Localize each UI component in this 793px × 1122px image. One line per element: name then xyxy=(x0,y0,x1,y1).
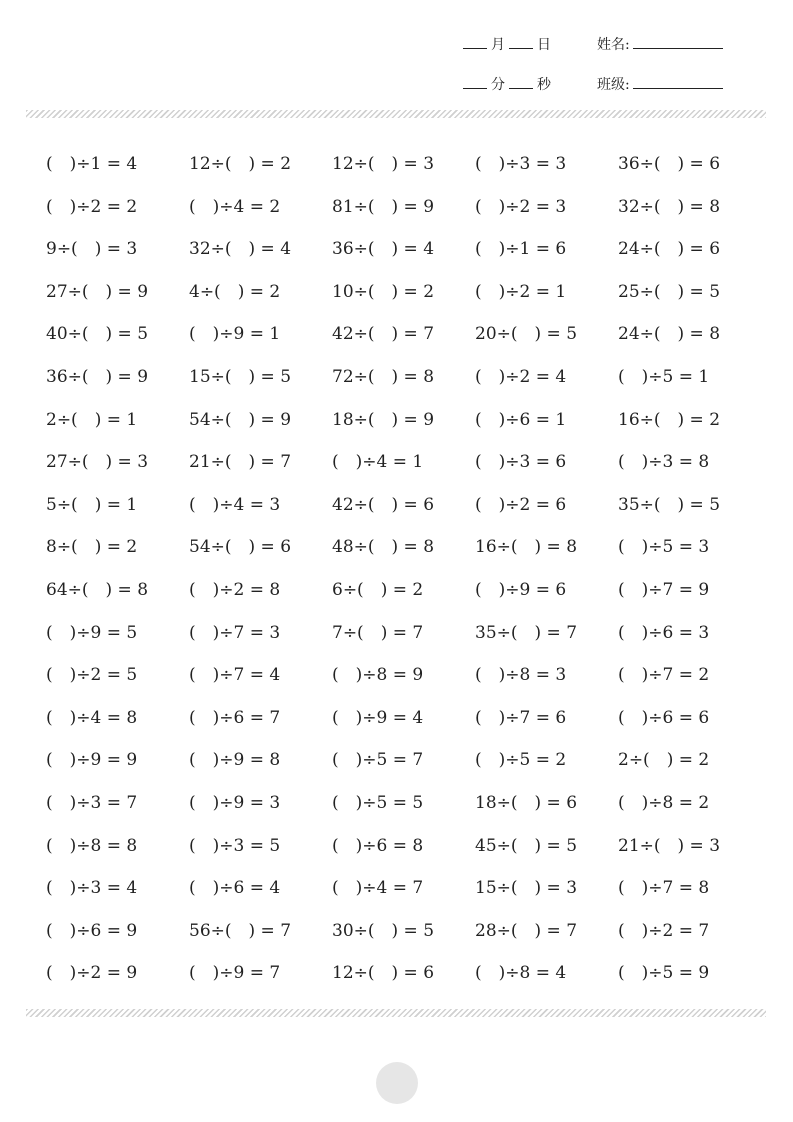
division-problem: ( )÷9 = 1 xyxy=(189,324,281,345)
problem-row xyxy=(46,195,766,238)
division-problem: ( )÷6 = 9 xyxy=(46,920,138,941)
division-problem: ( )÷3 = 6 xyxy=(475,452,567,473)
division-problem: 10÷( ) = 2 xyxy=(332,281,435,302)
division-problem: 81÷( ) = 9 xyxy=(332,196,435,217)
division-problem: ( )÷7 = 8 xyxy=(618,878,710,899)
problem-row xyxy=(46,961,766,1004)
division-problem: 54÷( ) = 9 xyxy=(189,409,292,430)
division-problem: ( )÷6 = 3 xyxy=(618,622,710,643)
problem-row xyxy=(46,919,766,962)
day-blank[interactable] xyxy=(509,48,533,49)
division-problem: 42÷( ) = 6 xyxy=(332,494,435,515)
division-problem: 15÷( ) = 3 xyxy=(475,878,578,899)
division-problem: 36÷( ) = 4 xyxy=(332,239,435,260)
division-problem: 64÷( ) = 8 xyxy=(46,579,149,600)
time-class-row xyxy=(463,70,723,94)
division-problem: ( )÷1 = 6 xyxy=(475,239,567,260)
division-problem: ( )÷9 = 5 xyxy=(46,622,138,643)
division-problem: 54÷( ) = 6 xyxy=(189,537,292,558)
division-problem: 21÷( ) = 7 xyxy=(189,452,292,473)
division-problem: ( )÷8 = 9 xyxy=(332,665,424,686)
division-problem: ( )÷4 = 8 xyxy=(46,707,138,728)
division-problem: 48÷( ) = 8 xyxy=(332,537,435,558)
division-problem: 24÷( ) = 8 xyxy=(618,324,721,345)
division-problem: 36÷( ) = 9 xyxy=(46,366,149,387)
division-problem: 32÷( ) = 4 xyxy=(189,239,292,260)
division-problem: ( )÷9 = 7 xyxy=(189,963,281,984)
name-blank[interactable] xyxy=(633,48,723,49)
worksheet-header xyxy=(0,0,793,110)
bottom-hatched-divider xyxy=(26,1009,766,1017)
problem-row xyxy=(46,663,766,706)
division-problem: 12÷( ) = 6 xyxy=(332,963,435,984)
division-problem: ( )÷5 = 7 xyxy=(332,750,424,771)
division-problem: 20÷( ) = 5 xyxy=(475,324,578,345)
division-problem: 45÷( ) = 5 xyxy=(475,835,578,856)
division-problem: 6÷( ) = 2 xyxy=(332,579,424,600)
division-problem: ( )÷5 = 2 xyxy=(475,750,567,771)
division-problem: ( )÷2 = 5 xyxy=(46,665,138,686)
problem-row xyxy=(46,834,766,877)
division-problem: ( )÷6 = 6 xyxy=(618,707,710,728)
division-problem: ( )÷3 = 8 xyxy=(618,452,710,473)
name-label: 姓名: xyxy=(597,37,630,53)
division-problem: ( )÷2 = 4 xyxy=(475,366,567,387)
problem-row xyxy=(46,621,766,664)
division-problem: 28÷( ) = 7 xyxy=(475,920,578,941)
minute-label: 分 xyxy=(491,77,505,93)
division-problem: ( )÷7 = 4 xyxy=(189,665,281,686)
division-problem: 27÷( ) = 3 xyxy=(46,452,149,473)
division-problem: ( )÷7 = 3 xyxy=(189,622,281,643)
problem-row xyxy=(46,365,766,408)
division-problem: ( )÷6 = 7 xyxy=(189,707,281,728)
class-label: 班级: xyxy=(597,77,630,93)
division-problem: ( )÷7 = 9 xyxy=(618,579,710,600)
problem-row xyxy=(46,706,766,749)
problem-row xyxy=(46,748,766,791)
division-problem: ( )÷5 = 9 xyxy=(618,963,710,984)
problem-row xyxy=(46,237,766,280)
division-problem: ( )÷3 = 7 xyxy=(46,792,138,813)
division-problem: ( )÷9 = 4 xyxy=(332,707,424,728)
division-problem: ( )÷6 = 8 xyxy=(332,835,424,856)
month-blank[interactable] xyxy=(463,48,487,49)
division-problem: 18÷( ) = 9 xyxy=(332,409,435,430)
division-problem: ( )÷9 = 6 xyxy=(475,579,567,600)
division-problem: 35÷( ) = 7 xyxy=(475,622,578,643)
division-problem: ( )÷9 = 9 xyxy=(46,750,138,771)
problem-row xyxy=(46,450,766,493)
division-problem: ( )÷8 = 8 xyxy=(46,835,138,856)
division-problem: ( )÷2 = 2 xyxy=(46,196,138,217)
month-label: 月 xyxy=(491,37,505,53)
problem-row xyxy=(46,876,766,919)
division-problem: 8÷( ) = 2 xyxy=(46,537,138,558)
division-problem: ( )÷8 = 3 xyxy=(475,665,567,686)
problem-row xyxy=(46,535,766,578)
class-blank[interactable] xyxy=(633,88,723,89)
problem-row xyxy=(46,791,766,834)
division-problem: 56÷( ) = 7 xyxy=(189,920,292,941)
division-problem: 21÷( ) = 3 xyxy=(618,835,721,856)
division-problem: ( )÷7 = 6 xyxy=(475,707,567,728)
division-problem: ( )÷9 = 8 xyxy=(189,750,281,771)
division-problem: ( )÷5 = 3 xyxy=(618,537,710,558)
division-problem: 35÷( ) = 5 xyxy=(618,494,721,515)
division-problem: 40÷( ) = 5 xyxy=(46,324,149,345)
top-hatched-divider xyxy=(26,110,766,118)
second-blank[interactable] xyxy=(509,88,533,89)
division-problem: ( )÷4 = 7 xyxy=(332,878,424,899)
division-problem: 16÷( ) = 2 xyxy=(618,409,721,430)
division-problem: 12÷( ) = 3 xyxy=(332,154,435,174)
problem-row xyxy=(46,493,766,536)
division-problem: ( )÷6 = 1 xyxy=(475,409,567,430)
division-problem: ( )÷8 = 2 xyxy=(618,792,710,813)
division-problem: ( )÷3 = 3 xyxy=(475,154,567,174)
division-problem: 16÷( ) = 8 xyxy=(475,537,578,558)
problem-row xyxy=(46,280,766,323)
division-problem: ( )÷3 = 5 xyxy=(189,835,281,856)
problem-grid xyxy=(46,152,766,1004)
division-problem: ( )÷3 = 4 xyxy=(46,878,138,899)
division-problem: 36÷( ) = 6 xyxy=(618,154,721,174)
division-problem: 7÷( ) = 7 xyxy=(332,622,424,643)
division-problem: 42÷( ) = 7 xyxy=(332,324,435,345)
division-problem: 27÷( ) = 9 xyxy=(46,281,149,302)
division-problem: 30÷( ) = 5 xyxy=(332,920,435,941)
division-problem: ( )÷2 = 9 xyxy=(46,963,138,984)
division-problem: ( )÷2 = 6 xyxy=(475,494,567,515)
page-indicator-circle xyxy=(376,1062,418,1104)
division-problem: 25÷( ) = 5 xyxy=(618,281,721,302)
division-problem: ( )÷4 = 2 xyxy=(189,196,281,217)
division-problem: 32÷( ) = 8 xyxy=(618,196,721,217)
division-problem: ( )÷8 = 4 xyxy=(475,963,567,984)
division-problem: ( )÷4 = 1 xyxy=(332,452,424,473)
division-problem: 4÷( ) = 2 xyxy=(189,281,281,302)
division-problem: ( )÷2 = 1 xyxy=(475,281,567,302)
division-problem: 2÷( ) = 2 xyxy=(618,750,710,771)
problem-row xyxy=(46,578,766,621)
problem-row xyxy=(46,152,766,195)
division-problem: ( )÷5 = 1 xyxy=(618,366,710,387)
division-problem: 15÷( ) = 5 xyxy=(189,366,292,387)
division-problem: ( )÷6 = 4 xyxy=(189,878,281,899)
division-problem: 24÷( ) = 6 xyxy=(618,239,721,260)
division-problem: ( )÷2 = 8 xyxy=(189,579,281,600)
division-problem: ( )÷1 = 4 xyxy=(46,154,138,174)
division-problem: ( )÷9 = 3 xyxy=(189,792,281,813)
division-problem: ( )÷2 = 7 xyxy=(618,920,710,941)
division-problem: 18÷( ) = 6 xyxy=(475,792,578,813)
division-problem: ( )÷2 = 3 xyxy=(475,196,567,217)
day-label: 日 xyxy=(537,37,551,53)
division-problem: ( )÷4 = 3 xyxy=(189,494,281,515)
problem-row xyxy=(46,322,766,365)
division-problem: ( )÷7 = 2 xyxy=(618,665,710,686)
division-problem: 12÷( ) = 2 xyxy=(189,154,292,174)
division-problem: 2÷( ) = 1 xyxy=(46,409,138,430)
minute-blank[interactable] xyxy=(463,88,487,89)
date-name-row xyxy=(463,30,723,54)
division-problem: 9÷( ) = 3 xyxy=(46,239,138,260)
division-problem: 5÷( ) = 1 xyxy=(46,494,138,515)
division-problem: ( )÷5 = 5 xyxy=(332,792,424,813)
problem-row xyxy=(46,408,766,451)
division-problem: 72÷( ) = 8 xyxy=(332,366,435,387)
second-label: 秒 xyxy=(537,77,551,93)
